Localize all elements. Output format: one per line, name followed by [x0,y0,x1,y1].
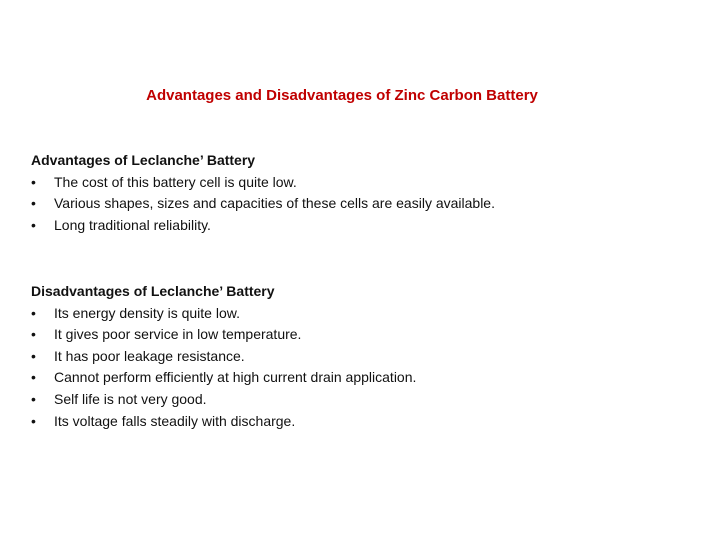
bullet-icon: • [31,347,36,364]
disadvantages-section [31,281,691,432]
bullet-icon: • [31,173,36,190]
list-item [31,367,691,389]
bullet-icon: • [31,216,36,233]
list-item [31,303,691,325]
bullet-icon: • [31,326,36,343]
list-item [31,215,691,237]
list-item-text: Self life is not very good. [54,390,207,407]
bullet-icon: • [31,369,36,386]
list-item [31,411,691,433]
list-item-text: Its voltage falls steadily with discharge. [54,412,296,429]
list-item-text: Cannot perform efficiently at high current drain application. [54,369,417,386]
list-item-text: Long traditional reliability. [54,216,211,233]
bullet-icon: • [31,304,36,321]
bullet-icon: • [31,195,36,212]
advantages-heading: Advantages of Leclanche’ Battery [31,152,256,168]
bullet-icon: • [31,412,36,429]
disadvantages-list [31,303,691,433]
slide-title: Advantages and Disadvantages of Zinc Carbon Battery [146,87,538,104]
list-item [31,193,691,215]
list-item [31,346,691,368]
list-item-text: It has poor leakage resistance. [54,347,245,364]
list-item-text: The cost of this battery cell is quite low. [54,173,297,190]
advantages-list [31,172,691,237]
disadvantages-heading: Disadvantages of Leclanche’ Battery [31,283,275,299]
list-item-text: It gives poor service in low temperature. [54,326,302,343]
advantages-section [31,150,691,236]
list-item [31,172,691,194]
list-item [31,389,691,411]
bullet-icon: • [31,390,36,407]
list-item [31,324,691,346]
list-item-text: Various shapes, sizes and capacities of these cells are easily available. [54,195,495,212]
list-item-text: Its energy density is quite low. [54,304,240,321]
